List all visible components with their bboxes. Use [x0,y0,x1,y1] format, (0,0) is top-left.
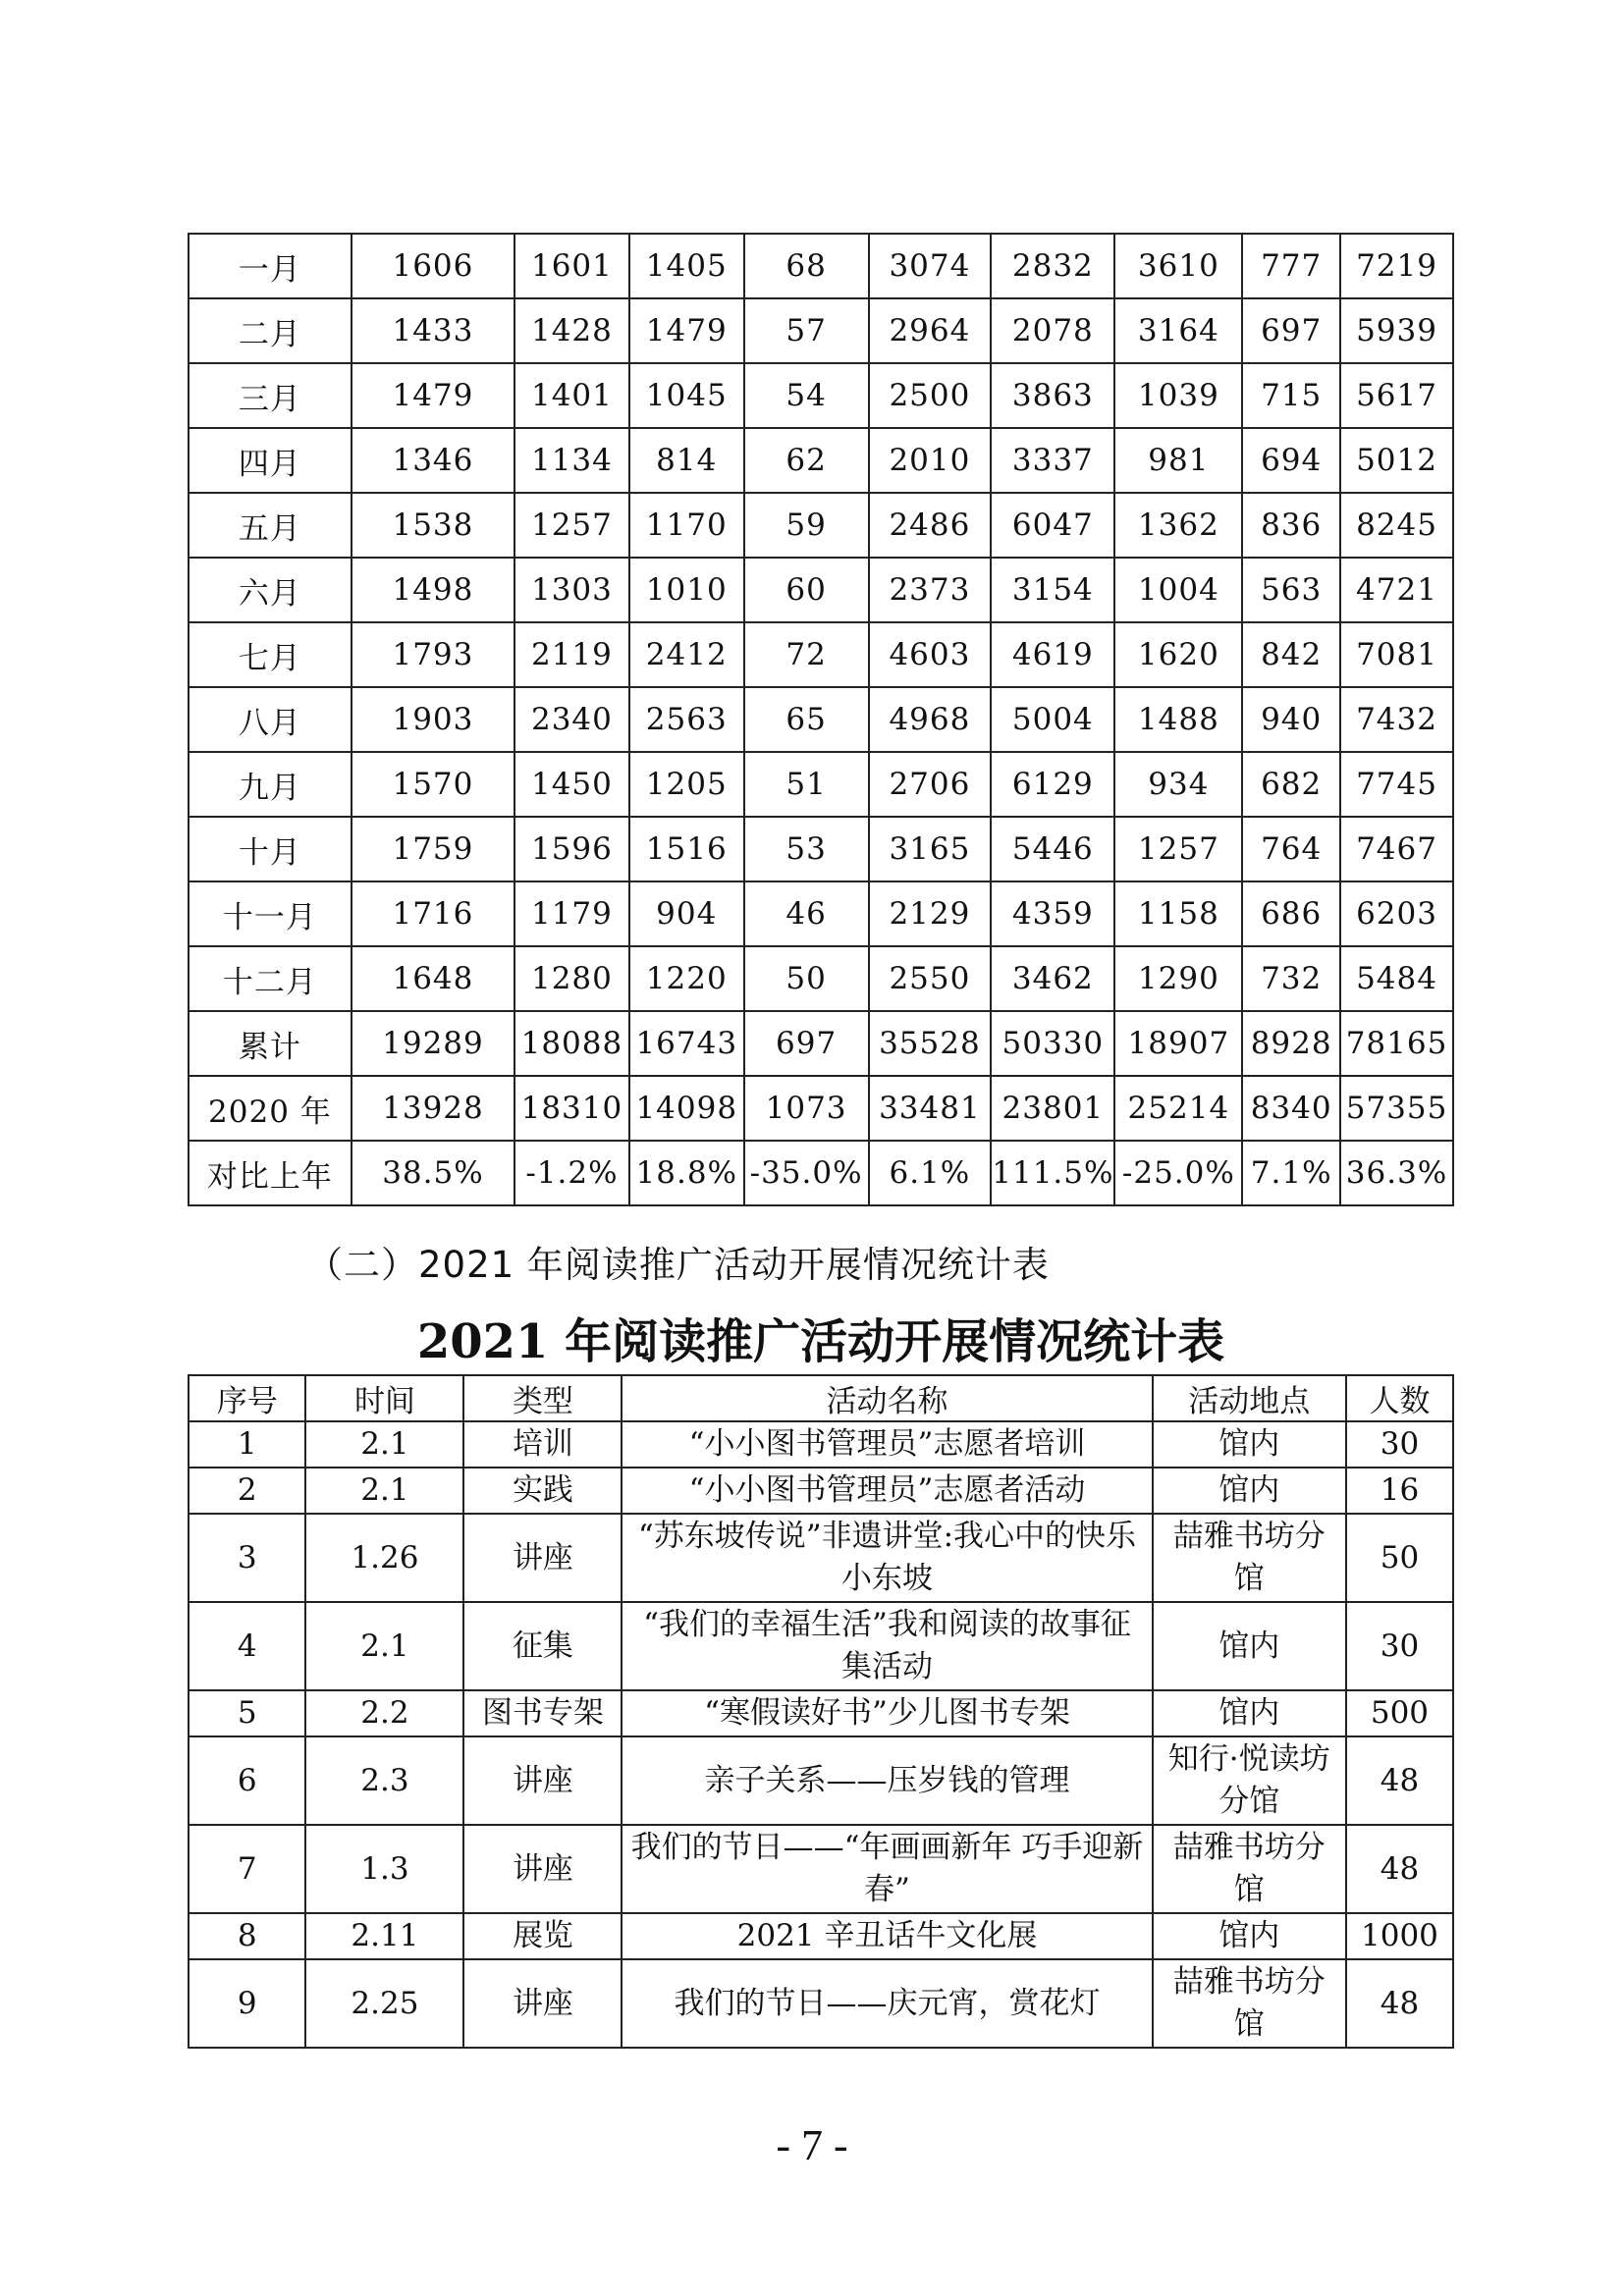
stats-cell: 7432 [1340,687,1453,752]
activity-date-cell: 2.11 [305,1913,463,1959]
stats-cell: 33481 [869,1076,992,1141]
stats-row [189,687,1453,752]
activity-type-cell: 实践 [463,1468,622,1514]
activity-number-cell: 1 [189,1421,305,1468]
header-cell-activity-name: 活动名称 [622,1375,1152,1421]
stats-cell: 36.3% [1340,1141,1453,1205]
activity-date-cell: 2.3 [305,1736,463,1825]
stats-row-label: 三月 [189,363,352,428]
activity-row [189,1913,1453,1959]
stats-cell: 50 [744,946,869,1011]
stats-cell: 2373 [869,558,992,622]
stats-cell: 1134 [514,428,629,493]
stats-cell: 62 [744,428,869,493]
stats-cell: 1362 [1114,493,1242,558]
stats-cell: 694 [1242,428,1340,493]
stats-cell: 2129 [869,881,992,946]
stats-cell: 764 [1242,817,1340,881]
activity-date-cell: 2.1 [305,1468,463,1514]
stats-cell: 5012 [1340,428,1453,493]
stats-cell: 1903 [352,687,514,752]
stats-cell: 4968 [869,687,992,752]
activity-name-cell: “小小图书管理员”志愿者活动 [622,1468,1152,1514]
stats-cell: 6203 [1340,881,1453,946]
stats-cell: 7219 [1340,234,1453,298]
stats-cell: 2078 [991,298,1114,363]
stats-cell: 686 [1242,881,1340,946]
stats-cell: 7745 [1340,752,1453,817]
stats-cell: 1170 [629,493,744,558]
stats-cell: 3164 [1114,298,1242,363]
header-cell-type: 类型 [463,1375,622,1421]
stats-cell: 46 [744,881,869,946]
activity-attendees-cell: 30 [1346,1421,1453,1468]
stats-row [189,1076,1453,1141]
stats-cell: 1570 [352,752,514,817]
stats-cell: 7081 [1340,622,1453,687]
stats-cell: 6129 [991,752,1114,817]
stats-cell: 1716 [352,881,514,946]
stats-cell: 2412 [629,622,744,687]
activity-attendees-cell: 48 [1346,1959,1453,2048]
stats-cell: 1401 [514,363,629,428]
activity-type-cell: 讲座 [463,1736,622,1825]
stats-cell: 1606 [352,234,514,298]
stats-cell: 18.8% [629,1141,744,1205]
activity-date-cell: 1.3 [305,1825,463,1913]
activity-name-cell: 2021 辛丑话牛文化展 [622,1913,1152,1959]
stats-cell: 1158 [1114,881,1242,946]
activity-row [189,1514,1453,1602]
stats-cell: 72 [744,622,869,687]
activity-type-cell: 讲座 [463,1959,622,2048]
stats-row [189,493,1453,558]
stats-cell: 3337 [991,428,1114,493]
activity-type-cell: 展览 [463,1913,622,1959]
stats-cell: 836 [1242,493,1340,558]
stats-cell: 1405 [629,234,744,298]
stats-cell: 1346 [352,428,514,493]
activity-name-cell: 亲子关系——压岁钱的管理 [622,1736,1152,1825]
stats-cell: 1488 [1114,687,1242,752]
activity-attendees-cell: 1000 [1346,1913,1453,1959]
stats-cell: 2706 [869,752,992,817]
stats-cell: 697 [744,1011,869,1076]
stats-cell: 4359 [991,881,1114,946]
stats-row-label: 五月 [189,493,352,558]
stats-cell: 1620 [1114,622,1242,687]
header-cell-date: 时间 [305,1375,463,1421]
stats-row [189,558,1453,622]
stats-cell: 5446 [991,817,1114,881]
activity-location-cell: 喆雅书坊分馆 [1153,1825,1346,1913]
stats-row [189,752,1453,817]
stats-row-label: 一月 [189,234,352,298]
activity-number-cell: 5 [189,1690,305,1736]
stats-cell: 814 [629,428,744,493]
stats-cell: 111.5% [991,1141,1114,1205]
stats-row [189,1011,1453,1076]
stats-cell: 1793 [352,622,514,687]
activity-date-cell: 2.2 [305,1690,463,1736]
stats-cell: 8928 [1242,1011,1340,1076]
stats-row [189,881,1453,946]
stats-cell: 51 [744,752,869,817]
stats-cell: 1648 [352,946,514,1011]
stats-row-label: 累计 [189,1011,352,1076]
stats-cell: 1004 [1114,558,1242,622]
stats-cell: 1257 [1114,817,1242,881]
activity-name-cell: “苏东坡传说”非遗讲堂:我心中的快乐小东坡 [622,1514,1152,1602]
stats-cell: 1428 [514,298,629,363]
stats-cell: 5617 [1340,363,1453,428]
stats-cell: 23801 [991,1076,1114,1141]
stats-cell: 1479 [629,298,744,363]
activity-date-cell: 2.1 [305,1421,463,1468]
stats-cell: 6047 [991,493,1114,558]
stats-cell: 715 [1242,363,1340,428]
stats-cell: 2486 [869,493,992,558]
activity-row [189,1825,1453,1913]
stats-row-label: 九月 [189,752,352,817]
stats-cell: 2500 [869,363,992,428]
stats-cell: 1257 [514,493,629,558]
stats-cell: 4603 [869,622,992,687]
stats-cell: 682 [1242,752,1340,817]
stats-cell: 2832 [991,234,1114,298]
stats-row [189,298,1453,363]
activity-name-cell: “我们的幸福生活”我和阅读的故事征集活动 [622,1602,1152,1690]
activity-attendees-cell: 50 [1346,1514,1453,1602]
stats-row [189,946,1453,1011]
activity-attendees-cell: 16 [1346,1468,1453,1514]
activity-number-cell: 4 [189,1602,305,1690]
activity-location-cell: 喆雅书坊分馆 [1153,1959,1346,2048]
header-cell-attendees: 人数 [1346,1375,1453,1421]
stats-cell: 68 [744,234,869,298]
stats-cell: 53 [744,817,869,881]
activity-type-cell: 培训 [463,1421,622,1468]
stats-row [189,817,1453,881]
activity-name-cell: 我们的节日——“年画画新年 巧手迎新春” [622,1825,1152,1913]
stats-cell: 1498 [352,558,514,622]
stats-cell: 1179 [514,881,629,946]
stats-cell: 3462 [991,946,1114,1011]
stats-row-label: 十一月 [189,881,352,946]
stats-cell: 697 [1242,298,1340,363]
activity-row [189,1736,1453,1825]
stats-cell: 2563 [629,687,744,752]
stats-cell: 904 [629,881,744,946]
stats-cell: 2010 [869,428,992,493]
stats-cell: 1290 [1114,946,1242,1011]
stats-cell: 25214 [1114,1076,1242,1141]
stats-cell: 57355 [1340,1076,1453,1141]
activity-row [189,1421,1453,1468]
stats-cell: 8340 [1242,1076,1340,1141]
activity-row [189,1602,1453,1690]
stats-row-label: 八月 [189,687,352,752]
stats-cell: -25.0% [1114,1141,1242,1205]
activity-table-header-row [189,1375,1453,1421]
activity-number-cell: 7 [189,1825,305,1913]
stats-cell: 3074 [869,234,992,298]
stats-cell: 3863 [991,363,1114,428]
stats-cell: 38.5% [352,1141,514,1205]
stats-cell: 1205 [629,752,744,817]
stats-row-label: 七月 [189,622,352,687]
stats-cell: 65 [744,687,869,752]
stats-row [189,234,1453,298]
stats-cell: 18310 [514,1076,629,1141]
stats-cell: 54 [744,363,869,428]
stats-cell: 18907 [1114,1011,1242,1076]
stats-cell: 842 [1242,622,1340,687]
stats-cell: 1433 [352,298,514,363]
stats-cell: 1538 [352,493,514,558]
stats-cell: 777 [1242,234,1340,298]
stats-cell: 1220 [629,946,744,1011]
stats-row [189,428,1453,493]
activity-location-cell: 知行·悦读坊分馆 [1153,1736,1346,1825]
activity-location-cell: 馆内 [1153,1690,1346,1736]
stats-cell: 934 [1114,752,1242,817]
activity-attendees-cell: 48 [1346,1825,1453,1913]
stats-cell: 7.1% [1242,1141,1340,1205]
activity-number-cell: 3 [189,1514,305,1602]
stats-cell: -1.2% [514,1141,629,1205]
stats-cell: 13928 [352,1076,514,1141]
stats-cell: 57 [744,298,869,363]
stats-cell: 1516 [629,817,744,881]
stats-cell: 6.1% [869,1141,992,1205]
activity-type-cell: 讲座 [463,1825,622,1913]
stats-cell: 1601 [514,234,629,298]
stats-cell: 60 [744,558,869,622]
stats-cell: 5484 [1340,946,1453,1011]
activity-type-cell: 征集 [463,1602,622,1690]
activity-number-cell: 8 [189,1913,305,1959]
activity-attendees-cell: 30 [1346,1602,1453,1690]
monthly-statistics-table [188,233,1454,1206]
stats-cell: 7467 [1340,817,1453,881]
stats-cell: 940 [1242,687,1340,752]
stats-cell: 3610 [1114,234,1242,298]
activity-number-cell: 6 [189,1736,305,1825]
activity-number-cell: 2 [189,1468,305,1514]
stats-row-label: 对比上年 [189,1141,352,1205]
stats-cell: 50330 [991,1011,1114,1076]
stats-cell: 981 [1114,428,1242,493]
stats-row-label: 四月 [189,428,352,493]
stats-row [189,363,1453,428]
activity-name-cell: 我们的节日——庆元宵，赏花灯 [622,1959,1152,2048]
stats-cell: 1479 [352,363,514,428]
stats-cell: 563 [1242,558,1340,622]
stats-cell: 5939 [1340,298,1453,363]
activity-attendees-cell: 48 [1346,1736,1453,1825]
stats-row [189,1141,1453,1205]
stats-row-label: 六月 [189,558,352,622]
activity-row [189,1690,1453,1736]
stats-row-label: 2020 年 [189,1076,352,1141]
activity-attendees-cell: 500 [1346,1690,1453,1736]
stats-cell: 5004 [991,687,1114,752]
activity-date-cell: 1.26 [305,1514,463,1602]
stats-cell: 1073 [744,1076,869,1141]
stats-cell: 1450 [514,752,629,817]
activity-name-cell: “小小图书管理员”志愿者培训 [622,1421,1152,1468]
activity-row [189,1468,1453,1514]
activity-date-cell: 2.25 [305,1959,463,2048]
section-heading: （二）2021 年阅读推广活动开展情况统计表 [306,1244,1050,1286]
activity-statistics-table [188,1374,1454,2049]
stats-cell: 1010 [629,558,744,622]
table-title: 2021 年阅读推广活动开展情况统计表 [416,1314,1225,1369]
activity-date-cell: 2.1 [305,1602,463,1690]
activity-name-cell: “寒假读好书”少儿图书专架 [622,1690,1152,1736]
stats-cell: 4619 [991,622,1114,687]
stats-cell: 18088 [514,1011,629,1076]
stats-cell: 16743 [629,1011,744,1076]
stats-cell: 2340 [514,687,629,752]
stats-cell: 3165 [869,817,992,881]
header-cell-number: 序号 [189,1375,305,1421]
stats-cell: 1039 [1114,363,1242,428]
stats-cell: 1303 [514,558,629,622]
stats-cell: 19289 [352,1011,514,1076]
activity-location-cell: 馆内 [1153,1468,1346,1514]
stats-cell: 1759 [352,817,514,881]
activity-location-cell: 喆雅书坊分馆 [1153,1514,1346,1602]
stats-cell: 8245 [1340,493,1453,558]
stats-cell: 2550 [869,946,992,1011]
activity-type-cell: 讲座 [463,1514,622,1602]
stats-cell: 1596 [514,817,629,881]
stats-row [189,622,1453,687]
stats-cell: 1280 [514,946,629,1011]
activity-number-cell: 9 [189,1959,305,2048]
stats-cell: 2964 [869,298,992,363]
stats-cell: 14098 [629,1076,744,1141]
activity-location-cell: 馆内 [1153,1421,1346,1468]
stats-cell: 78165 [1340,1011,1453,1076]
stats-cell: -35.0% [744,1141,869,1205]
stats-cell: 59 [744,493,869,558]
activity-type-cell: 图书专架 [463,1690,622,1736]
stats-row-label: 二月 [189,298,352,363]
stats-cell: 732 [1242,946,1340,1011]
page-number: - 7 - [776,2121,848,2169]
stats-cell: 2119 [514,622,629,687]
activity-location-cell: 馆内 [1153,1602,1346,1690]
stats-cell: 1045 [629,363,744,428]
header-cell-location: 活动地点 [1153,1375,1346,1421]
stats-cell: 3154 [991,558,1114,622]
stats-cell: 4721 [1340,558,1453,622]
stats-row-label: 十二月 [189,946,352,1011]
stats-row-label: 十月 [189,817,352,881]
activity-location-cell: 馆内 [1153,1913,1346,1959]
activity-row [189,1959,1453,2048]
stats-cell: 35528 [869,1011,992,1076]
